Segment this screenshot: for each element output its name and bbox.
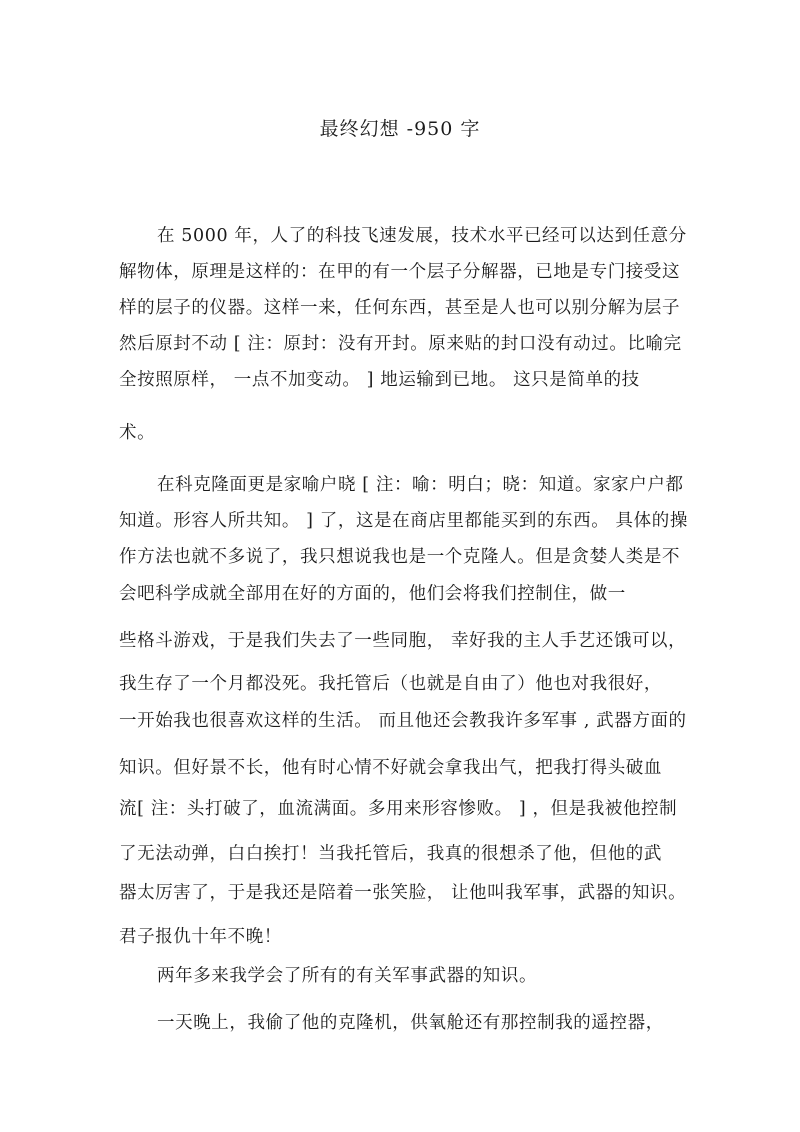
paragraph-2-line-1: 在科克隆面更是家喻户晓 [ 注：喻：明白；晓：知道。家家户户都 bbox=[157, 475, 684, 495]
paragraph-2-line-6: 我生存了一个月都没死。我托管后（也就是自由了）他也对我很好， bbox=[119, 674, 662, 694]
paragraph-2-line-4: 会吧科学成就全部用在好的方面的，他们会将我们控制住，做一 bbox=[119, 584, 626, 604]
paragraph-4-line-1: 一天晚上，我偷了他的克隆机，供氧舱还有那控制我的遥控器， bbox=[157, 1013, 664, 1033]
paragraph-2-line-8: 知识。但好景不长，他有时心情不好就会拿我出气，把我打得头破血 bbox=[119, 758, 662, 778]
paragraph-1-line-5: 全按照原样， 一点不加变动。 ] 地运输到已地。 这只是简单的技 bbox=[119, 370, 640, 390]
paragraph-2-line-3: 作方法也就不多说了，我只想说我也是一个克隆人。但是贪婪人类是不 bbox=[119, 547, 681, 567]
paragraph-2-line-10: 了无法动弹，白白挨打！当我托管后，我真的很想杀了他，但他的武 bbox=[119, 844, 662, 864]
paragraph-2-line-5: 些格斗游戏，于是我们失去了一些同胞， 幸好我的主人手艺还饿可以， bbox=[119, 631, 687, 651]
paragraph-1-line-1: 在 5000 年，人了的科技飞速发展，技术水平已经可以达到任意分 bbox=[157, 226, 687, 246]
paragraph-2-line-11: 器太厉害了，于是我还是陪着一张笑脸， 让他叫我军事，武器的知识。 bbox=[119, 883, 687, 903]
paragraph-1-line-4: 然后原封不动 [ 注：原封：没有开封。原来贴的封口没有动过。比喻完 bbox=[119, 334, 682, 354]
paragraph-1-line-2: 解物体，原理是这样的：在甲的有一个层子分解器，已地是专门接受这 bbox=[119, 262, 681, 282]
document-title: 最终幻想 -950 字 bbox=[319, 118, 481, 140]
paragraph-2-line-9: 流[ 注：头打破了，血流满面。多用来形容惨败。 ] ，但是我被他控制 bbox=[119, 799, 678, 819]
paragraph-2-line-7: 一开始我也很喜欢这样的生活。 而且他还会教我许多军事 , 武器方面的 bbox=[119, 711, 687, 731]
paragraph-2-line-12: 君子报仇十年不晚！ bbox=[119, 927, 282, 947]
paragraph-1-line-6: 术。 bbox=[119, 423, 156, 443]
paragraph-3-line-1: 两年多来我学会了所有的有关军事武器的知识。 bbox=[157, 966, 538, 986]
paragraph-2-line-2: 知道。形容人所共知。 ] 了，这是在商店里都能买到的东西。 具体的操 bbox=[119, 511, 688, 531]
paragraph-1-line-3: 样的层子的仪器。这样一来，任何东西，甚至是人也可以别分解为层子 bbox=[119, 298, 681, 318]
